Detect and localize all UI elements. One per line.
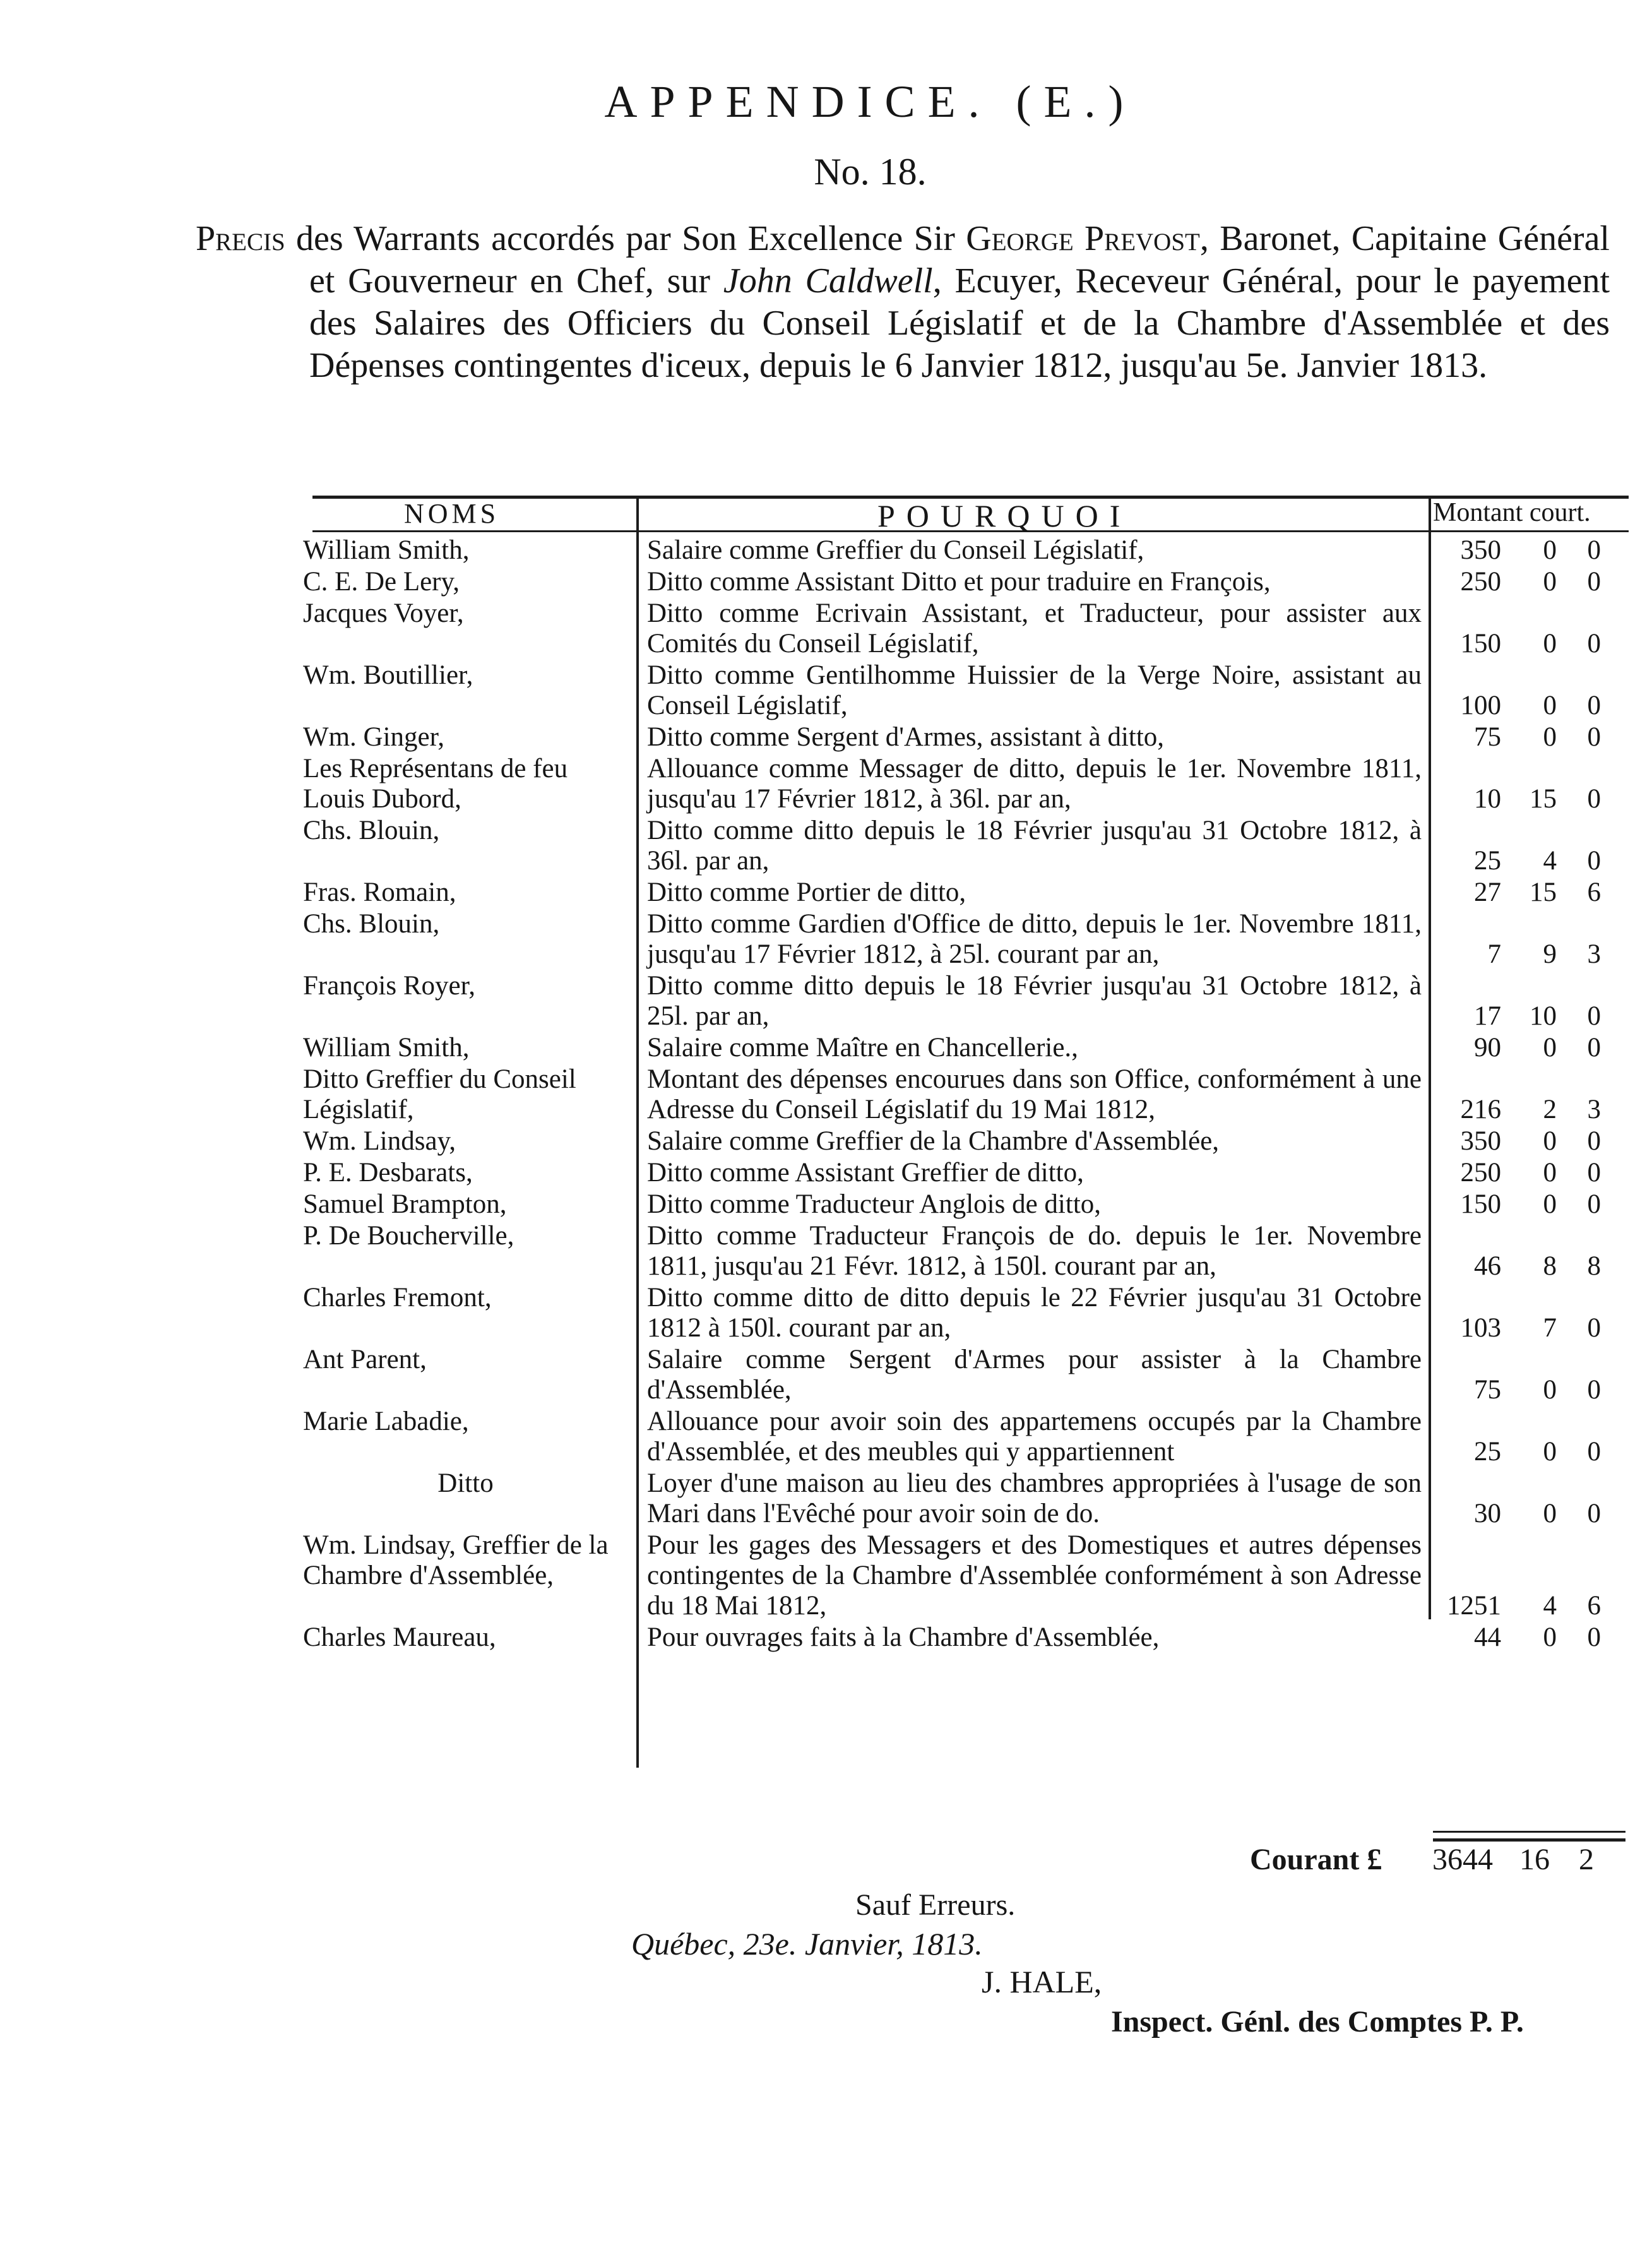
row-name: Ditto Greffier du Conseil Législatif,: [303, 1064, 576, 1124]
amount-pounds: 25: [1474, 1437, 1501, 1467]
row-purpose: Ditto comme Ecrivain Assistant, et Traducteur, pour assister aux Comités du Conseil Législatif,: [647, 598, 1422, 658]
amount-pounds: 100: [1460, 691, 1501, 720]
row-purpose: Allouance comme Messager de ditto, depuis le 1er. Novembre 1811, jusqu'au 17 Février 1812, à 36l. par an,: [647, 754, 1422, 814]
table-row: [303, 1221, 1635, 1282]
total-rule-thin: [1433, 1831, 1625, 1833]
row-purpose: Salaire comme Maître en Chancellerie.,: [647, 1033, 1078, 1062]
row-name: François Royer,: [303, 971, 475, 1001]
table-row: [303, 1345, 1635, 1405]
amount-shillings: 0: [1543, 1189, 1557, 1219]
row-amount: [1427, 909, 1635, 970]
table-row: [303, 971, 1635, 1032]
table-row: [303, 1468, 1635, 1529]
row-amount: [1427, 1468, 1635, 1529]
row-purpose: Ditto comme Traducteur Anglois de ditto,: [647, 1189, 1102, 1219]
row-purpose: Montant des dépenses encourues dans son Office, conformément à une Adresse du Conseil Législatif du 19 Mai 1812,: [647, 1064, 1422, 1124]
table-row: [303, 1158, 1635, 1188]
amount-shillings: 0: [1543, 567, 1557, 597]
row-purpose: Allouance pour avoir soin des appartemens occupés par la Chambre d'Assemblée, et des meubles qui y appartiennent: [647, 1407, 1422, 1467]
row-purpose: Salaire comme Greffier de la Chambre d'Assemblée,: [647, 1126, 1220, 1156]
row-name: Chs. Blouin,: [303, 816, 440, 845]
row-name: P. De Boucherville,: [303, 1221, 514, 1251]
amount-pounds: 250: [1460, 1158, 1501, 1188]
row-purpose: Ditto comme ditto depuis le 18 Février jusqu'au 31 Octobre 1812, à 25l. par an,: [647, 971, 1422, 1031]
row-amount: [1427, 1622, 1635, 1653]
total-pence: 2: [1579, 1843, 1594, 1876]
amount-pounds: 46: [1474, 1251, 1501, 1281]
row-amount: [1427, 1064, 1635, 1125]
row-amount: [1427, 754, 1635, 814]
row-amount: [1427, 1189, 1635, 1220]
amount-shillings: 8: [1543, 1251, 1557, 1281]
row-purpose: Ditto comme Gardien d'Office de ditto, depuis le 1er. Novembre 1811, jusqu'au 17 Février 1812, à 25l. courant par an,: [647, 909, 1422, 969]
row-name: William Smith,: [303, 1033, 470, 1062]
row-name: Charles Fremont,: [303, 1283, 492, 1312]
amount-shillings: 15: [1530, 784, 1557, 814]
amount-shillings: 15: [1530, 878, 1557, 907]
total-shillings: 16: [1519, 1843, 1550, 1876]
amount-pence: 0: [1587, 691, 1601, 720]
table-row: [303, 754, 1635, 814]
signer-office: Inspect. Génl. des Comptes P. P.: [1111, 2005, 1524, 2039]
amount-pence: 0: [1587, 846, 1601, 876]
amount-shillings: 7: [1543, 1313, 1557, 1343]
amount-pounds: 75: [1474, 722, 1501, 752]
amount-pence: 0: [1587, 1375, 1601, 1405]
amount-shillings: 0: [1543, 1033, 1557, 1062]
amount-pounds: 150: [1460, 629, 1501, 658]
governor-name: George Prevost: [966, 219, 1200, 258]
table-row: [303, 878, 1635, 908]
row-name: Ant Parent,: [303, 1345, 427, 1374]
row-purpose: Pour les gages des Messagers et des Domestiques et autres dépenses contingentes de la Chambre d'Assemblée conformément à son Adresse du 18 Mai 1812,: [647, 1530, 1422, 1621]
row-purpose: Ditto comme Portier de ditto,: [647, 878, 966, 907]
appendix-title: APPENDICE. (E.): [604, 76, 1136, 127]
table-row: [303, 722, 1635, 753]
row-purpose: Ditto comme Sergent d'Armes, assistant à ditto,: [647, 722, 1165, 752]
total-label: Courant £: [1250, 1843, 1382, 1876]
amount-pounds: 27: [1474, 878, 1501, 907]
amount-pence: 8: [1587, 1251, 1601, 1281]
amount-pounds: 150: [1460, 1189, 1501, 1219]
row-amount: [1427, 971, 1635, 1032]
amount-pence: 0: [1587, 567, 1601, 597]
amount-pence: 0: [1587, 629, 1601, 658]
amount-pence: 0: [1587, 535, 1601, 565]
header-montant: Montant court.: [1433, 498, 1591, 527]
row-amount: [1427, 1126, 1635, 1157]
warrant-table-body: [303, 535, 1635, 1653]
table-row: [303, 1033, 1635, 1063]
table-row: [303, 598, 1635, 659]
amount-pence: 0: [1587, 1622, 1601, 1652]
amount-shillings: 0: [1543, 535, 1557, 565]
amount-pounds: 350: [1460, 1126, 1501, 1156]
amount-shillings: 0: [1543, 1499, 1557, 1528]
row-name: Charles Maureau,: [303, 1622, 496, 1652]
place-date: Québec, 23e. Janvier, 1813.: [631, 1926, 983, 1961]
table-row: [303, 1126, 1635, 1157]
amount-pence: 0: [1587, 1001, 1601, 1031]
row-amount: [1427, 535, 1635, 566]
row-purpose: Pour ouvrages faits à la Chambre d'Assemblée,: [647, 1622, 1160, 1652]
amount-pence: 3: [1587, 1095, 1601, 1124]
amount-pounds: 90: [1474, 1033, 1501, 1062]
table-row: [303, 816, 1635, 876]
row-purpose: Ditto comme Gentilhomme Huissier de la Verge Noire, assistant au Conseil Législatif,: [647, 660, 1422, 720]
row-amount: [1427, 567, 1635, 597]
amount-pence: 0: [1587, 1126, 1601, 1156]
amount-shillings: 9: [1543, 939, 1557, 969]
document-number: No. 18.: [814, 151, 927, 193]
amount-shillings: 0: [1543, 1622, 1557, 1652]
row-purpose: Salaire comme Greffier du Conseil Législatif,: [647, 535, 1144, 565]
table-row: [303, 535, 1635, 566]
row-amount: [1427, 1221, 1635, 1282]
row-amount: [1427, 1158, 1635, 1188]
amount-shillings: 4: [1543, 1591, 1557, 1621]
row-amount: [1427, 598, 1635, 659]
table-row: [303, 1283, 1635, 1343]
table-row: [303, 1189, 1635, 1220]
row-name: P. E. Desbarats,: [303, 1158, 473, 1188]
amount-pence: 0: [1587, 1189, 1601, 1219]
row-amount: [1427, 816, 1635, 876]
signer-name: J. HALE,: [982, 1964, 1102, 1999]
amount-pence: 6: [1587, 878, 1601, 907]
row-purpose: Ditto comme Assistant Greffier de ditto,: [647, 1158, 1084, 1188]
amount-pounds: 350: [1460, 535, 1501, 565]
header-pourquoi: POURQUOI: [877, 498, 1132, 533]
table-row: [303, 1530, 1635, 1621]
row-name: C. E. De Lery,: [303, 567, 460, 597]
amount-pounds: 30: [1474, 1499, 1501, 1528]
table-row: [303, 1622, 1635, 1653]
row-name: Ditto: [437, 1468, 494, 1498]
amount-pence: 0: [1587, 1499, 1601, 1528]
amount-pence: 0: [1587, 1437, 1601, 1467]
row-name: Wm. Lindsay,: [303, 1126, 456, 1156]
amount-shillings: 2: [1543, 1095, 1557, 1124]
amount-pence: 0: [1587, 722, 1601, 752]
row-name: Wm. Boutillier,: [303, 660, 473, 690]
row-amount: [1427, 1345, 1635, 1405]
amount-pounds: 216: [1460, 1095, 1501, 1124]
preamble-text-a: des Warrants accordés par Son Excellence Sir: [285, 219, 966, 258]
amount-pence: 6: [1587, 1591, 1601, 1621]
receiver-name: John Caldwell: [723, 261, 933, 301]
row-purpose: Salaire comme Sergent d'Armes pour assister à la Chambre d'Assemblée,: [647, 1345, 1422, 1405]
row-name: Marie Labadie,: [303, 1407, 469, 1436]
amount-shillings: 0: [1543, 691, 1557, 720]
amount-pounds: 1251: [1447, 1591, 1501, 1621]
amount-shillings: 0: [1543, 629, 1557, 658]
total-rule-thick: [1433, 1838, 1625, 1842]
sauf-erreurs: Sauf Erreurs.: [855, 1888, 1016, 1922]
preamble-paragraph: [196, 218, 1610, 387]
amount-shillings: 10: [1530, 1001, 1557, 1031]
total-pounds: 3644: [1432, 1843, 1493, 1876]
row-amount: [1427, 878, 1635, 908]
table-row: [303, 567, 1635, 597]
amount-pounds: 10: [1474, 784, 1501, 814]
row-purpose: Ditto comme Assistant Ditto et pour traduire en François,: [647, 567, 1271, 597]
preamble-lead: Precis: [196, 219, 285, 258]
amount-pence: 0: [1587, 1033, 1601, 1062]
row-name: Wm. Ginger,: [303, 722, 444, 752]
amount-pounds: 103: [1460, 1313, 1501, 1343]
row-purpose: Ditto comme Traducteur François de do. depuis le 1er. Novembre 1811, jusqu'au 21 Févr. 1812, à 150l. courant par an,: [647, 1221, 1422, 1281]
row-amount: [1427, 1407, 1635, 1467]
row-amount: [1427, 1283, 1635, 1343]
amount-pounds: 75: [1474, 1375, 1501, 1405]
amount-shillings: 0: [1543, 1375, 1557, 1405]
row-amount: [1427, 660, 1635, 721]
table-row: [303, 909, 1635, 970]
table-row: [303, 1064, 1635, 1125]
row-name: Chs. Blouin,: [303, 909, 440, 939]
amount-shillings: 4: [1543, 846, 1557, 876]
header-noms: NOMS: [404, 498, 500, 529]
row-name: Samuel Brampton,: [303, 1189, 507, 1219]
table-row: [303, 660, 1635, 721]
row-amount: [1427, 1033, 1635, 1063]
amount-pounds: 44: [1474, 1622, 1501, 1652]
amount-shillings: 0: [1543, 1437, 1557, 1467]
table-row: [303, 1407, 1635, 1467]
preamble-text-b: , Baronet, Capitaine Général et Gouverneur en Chef, sur: [309, 219, 1610, 301]
row-name: William Smith,: [303, 535, 470, 565]
row-purpose: Ditto comme ditto depuis le 18 Février jusqu'au 31 Octobre 1812, à 36l. par an,: [647, 816, 1422, 876]
amount-pounds: 250: [1460, 567, 1501, 597]
row-amount: [1427, 722, 1635, 753]
amount-pence: 0: [1587, 1313, 1601, 1343]
row-name: Fras. Romain,: [303, 878, 456, 907]
row-amount: [1427, 1530, 1635, 1621]
amount-shillings: 0: [1543, 722, 1557, 752]
row-name: Les Représentans de feu Louis Dubord,: [303, 754, 568, 814]
total-row: [1250, 1842, 1629, 1877]
row-purpose: Loyer d'une maison au lieu des chambres appropriées à l'usage de son Mari dans l'Evêché pour avoir soin de do.: [647, 1468, 1422, 1528]
row-name: Jacques Voyer,: [303, 598, 464, 628]
preamble-text-c: , Ecuyer, Receveur Général, pour le payement des Salaires des Officiers du Conseil Législatif et de la Chambre d'Assemblée et des Dépenses contingentes d'iceux, depuis le 6 Janvier 1812, jusqu'au 5e. Janvier 1813.: [309, 261, 1610, 385]
amount-pounds: 25: [1474, 846, 1501, 876]
amount-pence: 0: [1587, 784, 1601, 814]
amount-shillings: 0: [1543, 1158, 1557, 1188]
amount-shillings: 0: [1543, 1126, 1557, 1156]
row-name: Wm. Lindsay, Greffier de la Chambre d'Assemblée,: [303, 1530, 609, 1590]
amount-pounds: 7: [1487, 939, 1501, 969]
row-purpose: Ditto comme ditto de ditto depuis le 22 Février jusqu'au 31 Octobre 1812 à 150l. courant par an,: [647, 1283, 1422, 1343]
amount-pounds: 17: [1474, 1001, 1501, 1031]
amount-pence: 3: [1587, 939, 1601, 969]
amount-pence: 0: [1587, 1158, 1601, 1188]
